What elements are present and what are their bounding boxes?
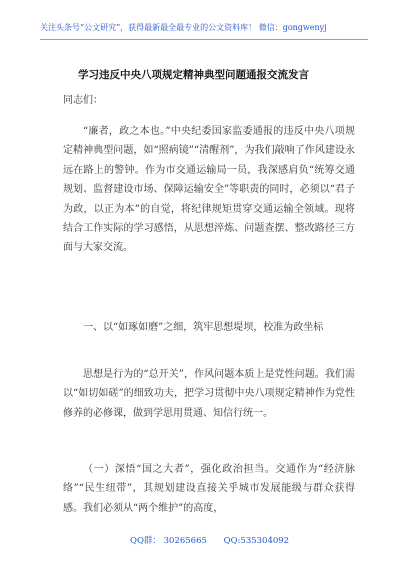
- salutation: 同志们：: [63, 95, 103, 106]
- document-title: 学习违反中央八项规定精神典型问题通报交流发言: [78, 69, 309, 81]
- section-heading-1: 一、以“如琢如磨”之细，筑牢思想堤坝，校准为政坐标: [83, 322, 324, 333]
- footer-qq-group: QQ群： 30265665: [130, 536, 207, 546]
- header-banner: 关注头条号“公文研究”，获得最新最全最专业的公文资料库！ 微信：gongwenyj: [40, 23, 327, 32]
- paragraph-intro: “廉者，政之本也。”中央纪委国家监委通报的违反中央八项规定精神典型问题，如“照病镜”“清醒剂”，为我们敲响了作风建设永远在路上的警钟。作为市交通运输局一员，我深感肩负“统筹交通规划、监督建设市场、保障运输安全”等职责的同时，必须以“君子为政，以正为本”的自觉，将纪律规矩贯穿交通运输全领域。现将结合工作实际的学习感悟，从思想淬炼、问题查摆、整改路径三方面与大家交流。: [63, 126, 355, 254]
- header-divider: [40, 39, 368, 40]
- footer-contact: [130, 535, 303, 547]
- footer-qq-number: QQ:535304092: [223, 536, 290, 546]
- paragraph-section-1: 思想是行为的“总开关”，作风问题本质上是党性问题。我们需以“如切如磋”的细致功夫，把学习贯彻中央八项规定精神作为党性修养的必修课，做到学思用贯通、知信行统一。: [63, 369, 355, 419]
- paragraph-subsection-1: （一）深悟“国之大者”，强化政治担当。交通作为“经济脉络”“民生纽带”，其规划建设直接关乎城市发展能级与群众获得感。我们必须从“两个维护”的高度，: [63, 464, 355, 514]
